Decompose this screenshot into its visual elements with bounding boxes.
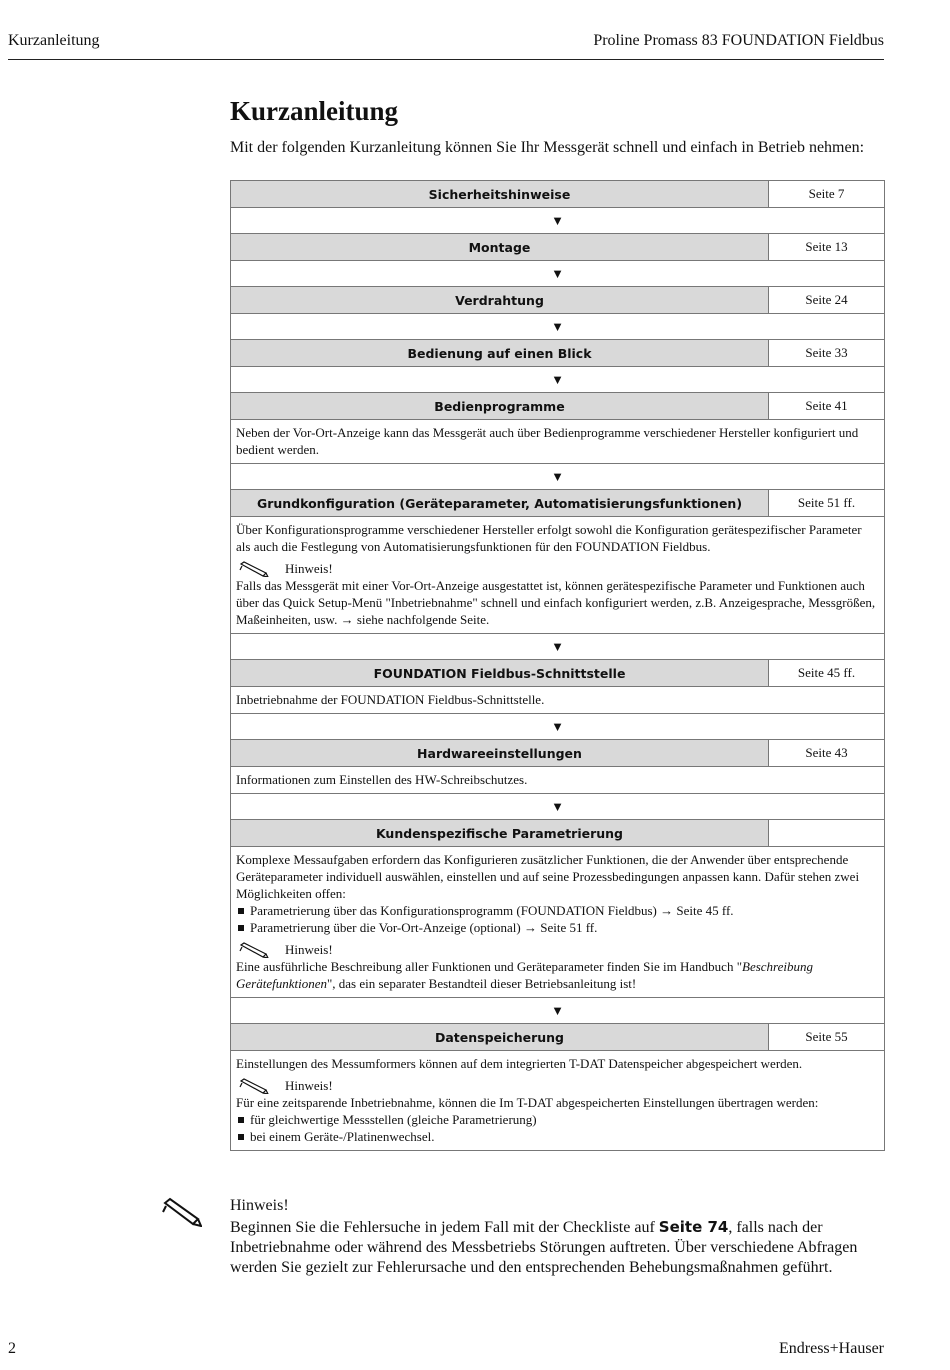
note-header bbox=[236, 560, 879, 577]
step-description-text: Komplexe Messaufgaben erfordern das Konfigurieren zusätzlicher Funktionen, die der Anwender über entsprechende Geräteparameter individuell auswählen, einstellen und auf seine Prozessbedingungen anpassen kann. Dafür stehen zwei Möglichkeiten offen: bbox=[236, 852, 860, 901]
flow-arrow-icon: ▼ bbox=[231, 464, 885, 490]
step-row bbox=[231, 393, 885, 420]
note-text: Für eine zeitsparende Inbetriebnahme, können die Im T-DAT abgespeicherten Einstellungen übertragen werden: bbox=[236, 1095, 819, 1110]
header-section-title: Kurzanleitung bbox=[8, 32, 100, 49]
step-description bbox=[231, 1051, 885, 1151]
intro-text: Mit der folgenden Kurzanleitung können Sie Ihr Messgerät schnell und einfach in Betrieb nehmen: bbox=[230, 139, 865, 156]
step-label: Verdrahtung bbox=[231, 287, 769, 314]
note-text-start: Beginnen Sie die Fehlersuche in jedem Fall mit der Checkliste auf bbox=[230, 1219, 659, 1236]
step-row bbox=[231, 490, 885, 517]
step-description bbox=[231, 767, 885, 794]
note-label: Hinweis! bbox=[285, 561, 333, 576]
step-label: Kundenspezifische Parametrierung bbox=[231, 820, 769, 847]
flow-arrow-icon: ▼ bbox=[231, 998, 885, 1024]
step-description-text: Neben der Vor-Ort-Anzeige kann das Messgerät auch über Bedienprogramme verschiedener Hersteller konfiguriert und bedient werden. bbox=[236, 425, 859, 457]
step-page-ref[interactable]: Seite 33 bbox=[769, 340, 885, 367]
flow-arrow-icon: ▼ bbox=[231, 261, 885, 287]
bullet-list bbox=[236, 902, 879, 936]
pencil-note-icon bbox=[162, 1197, 202, 1227]
step-description-text: Über Konfigurationsprogramme verschiedener Hersteller erfolgt sowohl die Konfiguration gerätespezifischer Parameter als auch die Festlegung von Automatisierungsfunktionen für den FOUNDATION Fieldbus. bbox=[236, 522, 862, 554]
step-description bbox=[231, 517, 885, 634]
step-page-ref[interactable]: Seite 13 bbox=[769, 234, 885, 261]
step-label: Montage bbox=[231, 234, 769, 261]
flow-arrow-icon: ▼ bbox=[231, 367, 885, 393]
note-label: Hinweis! bbox=[230, 1197, 289, 1214]
step-label: Hardwareeinstellungen bbox=[231, 740, 769, 767]
list-item[interactable]: Parametrierung über das Konfigurationsprogramm (FOUNDATION Fieldbus) → Seite 45 ff. bbox=[236, 902, 879, 919]
bullet-list bbox=[236, 1111, 879, 1145]
step-page-ref bbox=[769, 820, 885, 847]
step-label: Bedienprogramme bbox=[231, 393, 769, 420]
flow-arrow-icon: ▼ bbox=[231, 714, 885, 740]
note-text-start: Eine ausführliche Beschreibung aller Funktionen und Geräteparameter finden Sie im Handbuch " bbox=[236, 959, 743, 974]
step-description-text: Einstellungen des Messumformers können auf dem integrierten T-DAT Datenspeicher abgespeichert werden. bbox=[236, 1056, 803, 1071]
step-row bbox=[231, 181, 885, 208]
list-item: bei einem Geräte-/Platinenwechsel. bbox=[236, 1128, 879, 1145]
step-description bbox=[231, 847, 885, 998]
page-number: 2 bbox=[8, 1340, 16, 1357]
page-title: Kurzanleitung bbox=[230, 96, 399, 126]
note-text-end: , falls nach der Inbetriebnahme oder während des Messbetriebs Störungen auftreten. Über verschiedene Abfragen werden Sie gezielt zur Fehlerursache und den entsprechenden Behebungsmaßnahmen geführt. bbox=[230, 1219, 858, 1276]
flow-arrow-icon: ▼ bbox=[231, 208, 885, 234]
quick-guide-flow-table bbox=[230, 180, 885, 1151]
manual-title: Beschreibung Gerätefunktionen bbox=[236, 959, 814, 991]
step-label: Grundkonfiguration (Geräteparameter, Automatisierungsfunktionen) bbox=[231, 490, 769, 517]
step-description bbox=[231, 687, 885, 714]
list-item[interactable]: Parametrierung über die Vor-Ort-Anzeige (optional) → Seite 51 ff. bbox=[236, 919, 879, 936]
step-page-ref[interactable]: Seite 24 bbox=[769, 287, 885, 314]
step-label: Datenspeicherung bbox=[231, 1024, 769, 1051]
pencil-note-icon bbox=[239, 942, 269, 958]
step-page-ref[interactable]: Seite 43 bbox=[769, 740, 885, 767]
header-rule bbox=[8, 59, 884, 60]
note-text-end: ", das ein separater Bestandteil dieser Betriebsanleitung ist! bbox=[326, 976, 637, 991]
step-description-text: Inbetriebnahme der FOUNDATION Fieldbus-Schnittstelle. bbox=[236, 692, 545, 707]
step-label: Sicherheitshinweise bbox=[231, 181, 769, 208]
step-row bbox=[231, 740, 885, 767]
pencil-note-icon bbox=[239, 561, 269, 577]
list-item: für gleichwertige Messstellen (gleiche Parametrierung) bbox=[236, 1111, 879, 1128]
step-label: FOUNDATION Fieldbus-Schnittstelle bbox=[231, 660, 769, 687]
pencil-note-icon bbox=[239, 1078, 269, 1094]
checklist-page-link[interactable]: Seite 74 bbox=[658, 1218, 729, 1236]
header-product-name: Proline Promass 83 FOUNDATION Fieldbus bbox=[593, 32, 884, 49]
troubleshooting-note bbox=[230, 1217, 886, 1278]
step-page-ref[interactable]: Seite 7 bbox=[769, 181, 885, 208]
flow-arrow-icon: ▼ bbox=[231, 634, 885, 660]
note-label: Hinweis! bbox=[285, 1078, 333, 1093]
note-label: Hinweis! bbox=[285, 942, 333, 957]
flow-arrow-icon: ▼ bbox=[231, 794, 885, 820]
flow-arrow-icon: ▼ bbox=[231, 314, 885, 340]
brand-name: Endress+Hauser bbox=[779, 1340, 884, 1357]
step-row bbox=[231, 287, 885, 314]
note-header bbox=[236, 1077, 879, 1094]
note-text bbox=[236, 958, 879, 992]
step-description bbox=[231, 420, 885, 464]
step-page-ref[interactable]: Seite 51 ff. bbox=[769, 490, 885, 517]
step-row bbox=[231, 820, 885, 847]
step-label: Bedienung auf einen Blick bbox=[231, 340, 769, 367]
step-row bbox=[231, 1024, 885, 1051]
step-description-text: Informationen zum Einstellen des HW-Schreibschutzes. bbox=[236, 772, 528, 787]
step-row bbox=[231, 340, 885, 367]
step-page-ref[interactable]: Seite 55 bbox=[769, 1024, 885, 1051]
note-header bbox=[236, 941, 879, 958]
step-row bbox=[231, 660, 885, 687]
step-page-ref[interactable]: Seite 45 ff. bbox=[769, 660, 885, 687]
step-row bbox=[231, 234, 885, 261]
step-page-ref[interactable]: Seite 41 bbox=[769, 393, 885, 420]
note-text: Falls das Messgerät mit einer Vor-Ort-Anzeige ausgestattet ist, können gerätespezifische Parameter und Funktionen auch über das Quick Setup-Menü "Inbetriebnahme" schnell und einfach konfiguriert werden, z.B. Anzeigesprache, Messgrößen, Maßeinheiten, usw. → siehe nachfolgende Seite. bbox=[236, 578, 876, 627]
